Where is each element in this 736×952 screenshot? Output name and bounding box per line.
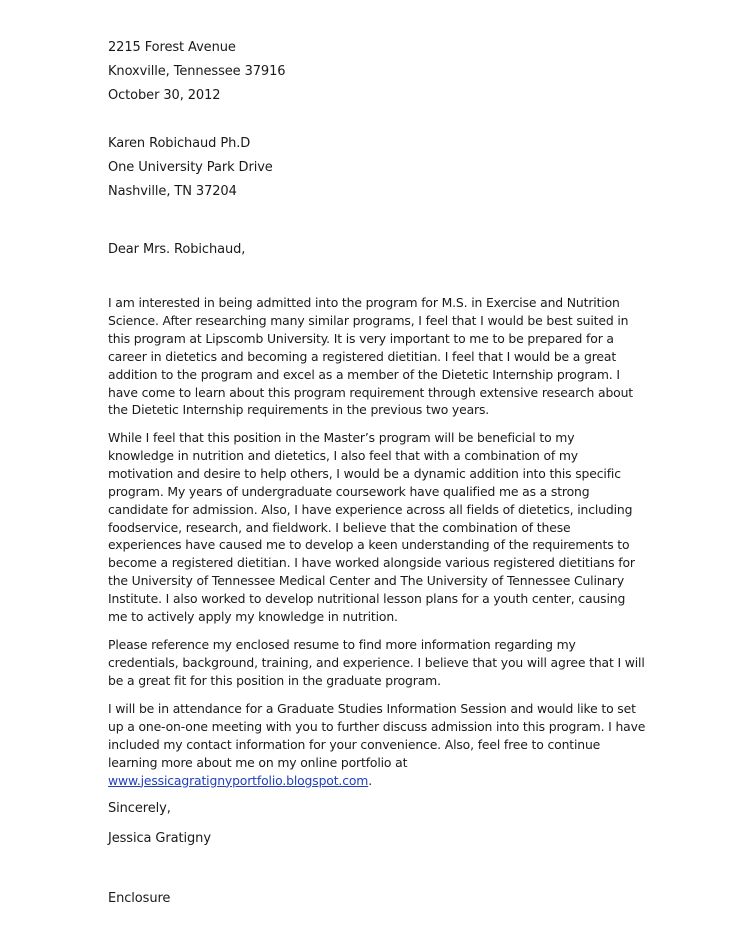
paragraph-line: I will be in attendance for a Graduate Studies Information Session and would like to set: [108, 701, 636, 716]
recipient-street: One University Park Drive: [108, 160, 273, 175]
paragraph-line: credentials, background, training, and experience. I believe that you will agree that I will: [108, 654, 645, 670]
paragraph-line: up a one-on-one meeting with you to further discuss admission into this program. I have: [108, 718, 646, 734]
paragraph-line: Please reference my enclosed resume to find more information regarding my: [108, 637, 576, 652]
paragraph-line: career in dietetics and becoming a registered dietitian. I feel that I would be a great: [108, 348, 617, 364]
body-paragraph-1: [108, 294, 634, 419]
body-paragraph-3: [108, 636, 645, 690]
paragraph-line: candidate for admission. Also, I have experience across all fields of dietetics, including: [108, 501, 633, 517]
paragraph-line: be a great fit for this position in the graduate program.: [108, 672, 441, 688]
paragraph-line: knowledge in nutrition and dietetics, I also feel that with a combination of my: [108, 447, 578, 463]
paragraph-line: motivation and desire to help others, I would be a dynamic addition into this specific: [108, 465, 621, 481]
paragraph-line: learning more about me on my online portfolio at: [108, 754, 408, 770]
paragraph-line-with-link: [108, 772, 628, 790]
closing: Sincerely,: [108, 801, 171, 816]
paragraph-line: included my contact information for your convenience. Also, feel free to continue: [108, 736, 601, 752]
paragraph-line: the Dietetic Internship requirements in the previous two years.: [108, 402, 490, 418]
paragraph-line: this program at Lipscomb University. It is very important to me to be prepared for a: [108, 330, 614, 346]
sender-city-state-zip: Knoxville, Tennessee 37916: [108, 64, 286, 79]
paragraph-line: Science. After researching many similar programs, I feel that I would be best suited in: [108, 312, 629, 328]
paragraph-line: become a registered dietitian. I have worked alongside various registered dietitians for: [108, 555, 635, 571]
letter-date: October 30, 2012: [108, 88, 221, 103]
recipient-city-state-zip: Nashville, TN 37204: [108, 184, 237, 199]
enclosure-note: Enclosure: [108, 891, 171, 906]
paragraph-line: me to actively apply my knowledge in nutrition.: [108, 609, 398, 625]
link-suffix: .: [368, 772, 373, 788]
paragraph-line: While I feel that this position in the Master’s program will be beneficial to my: [108, 430, 575, 445]
paragraph-line: foodservice, research, and fieldwork. I believe that the combination of these: [108, 519, 571, 535]
signature-name: Jessica Gratigny: [108, 831, 211, 846]
body-paragraph-2: [108, 429, 635, 626]
recipient-name: Karen Robichaud Ph.D: [108, 136, 251, 151]
body-paragraph-4: [108, 700, 646, 790]
paragraph-line: Institute. I also worked to develop nutritional lesson plans for a youth center, causing: [108, 591, 626, 607]
salutation: Dear Mrs. Robichaud,: [108, 242, 246, 257]
paragraph-line: have come to learn about this program requirement through extensive research about: [108, 384, 634, 400]
sender-street: 2215 Forest Avenue: [108, 40, 236, 55]
paragraph-line: I am interested in being admitted into the program for M.S. in Exercise and Nutrition: [108, 295, 620, 310]
paragraph-line: program. My years of undergraduate coursework have qualified me as a strong: [108, 483, 590, 499]
paragraph-line: addition to the program and excel as a member of the Dietetic Internship program. I: [108, 366, 620, 382]
portfolio-link[interactable]: www.jessicagratignyportfolio.blogspot.com: [108, 772, 369, 788]
paragraph-line: experiences have caused me to develop a keen understanding of the requirements to: [108, 537, 630, 553]
paragraph-line: the University of Tennessee Medical Center and The University of Tennessee Culinary: [108, 573, 625, 589]
